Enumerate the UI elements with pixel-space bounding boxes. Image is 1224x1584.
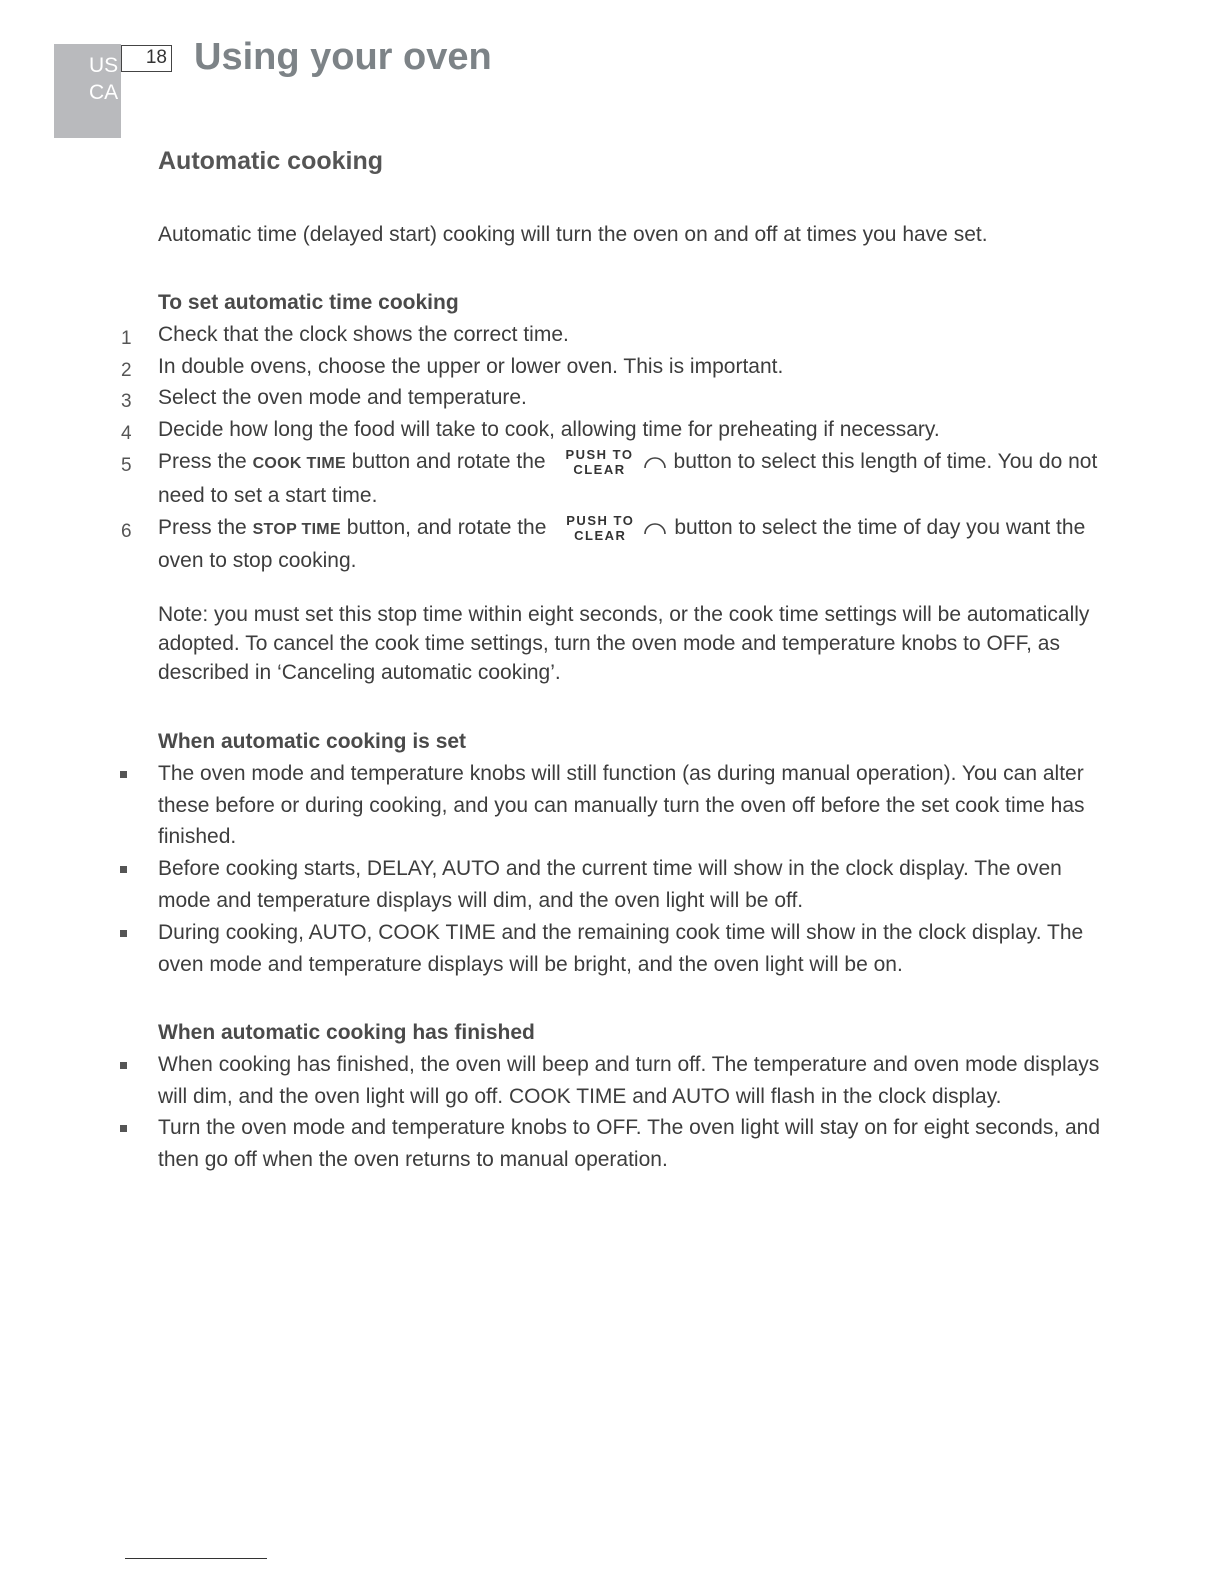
cook-time-keyword: COOK TIME [252, 454, 346, 472]
step-3 [121, 382, 1103, 414]
step-text: Select the oven mode and temperature. [158, 386, 527, 410]
bullet-icon [120, 866, 127, 873]
list-item-text: When cooking has finished, the oven will beep and turn off. The temperature and oven mode displays will dim, and the oven light will go off. COOK TIME and AUTO will flash in the clock display. [158, 1052, 1100, 1108]
bullet-icon [120, 1062, 127, 1069]
note-paragraph: Note: you must set this stop time within eight seconds, or the cook time settings will be automatically adopted. To cancel the cook time settings, turn the oven mode and temperature knobs to OFF, as described in ‘Canceling automatic cooking’. [158, 603, 1090, 684]
region-ca: CA [89, 81, 119, 104]
step-2 [121, 351, 1103, 383]
knob-icon [642, 516, 668, 536]
section-title: Automatic cooking [158, 147, 384, 175]
step-text: Decide how long the food will take to cook, allowing time for preheating if necessary. [158, 418, 940, 442]
step-4 [121, 414, 1103, 446]
when-finished-heading: When automatic cooking has finished [158, 1021, 535, 1044]
step-text-mid: button and rotate the [351, 449, 546, 473]
push-to-text: PUSH TO [565, 446, 634, 462]
when-set-section [158, 726, 1103, 980]
step-number: 1 [121, 327, 132, 349]
set-cooking-heading: To set automatic time cooking [158, 291, 459, 314]
step-text: Check that the clock shows the correct time. [158, 322, 569, 346]
page-title: Using your oven [194, 36, 492, 78]
step-number: 4 [121, 423, 132, 445]
step-6 [121, 512, 1103, 578]
list-item-text: Before cooking starts, DELAY, AUTO and the current time will show in the clock display. The oven mode and temperature displays will dim, and the oven light will be off. [158, 857, 1062, 912]
region-us: US [89, 54, 119, 77]
knob-icon [642, 450, 668, 470]
clear-text: CLEAR [574, 527, 627, 543]
bullet-icon [120, 771, 127, 778]
list-item [158, 758, 1103, 853]
step-number: 6 [121, 520, 132, 542]
step-text-post: button to select the time of day you want the oven to stop cooking. [158, 515, 1086, 573]
step-text: In double ovens, choose the upper or lower oven. This is important. [158, 354, 784, 378]
step-number: 5 [121, 454, 132, 476]
footer-rule [125, 1558, 267, 1559]
list-item-text: The oven mode and temperature knobs will still function (as during manual operation). You can alter these before or during cooking, and you can manually turn the oven off before the set cook time has finished. [158, 761, 1085, 849]
step-number: 3 [121, 391, 132, 413]
list-item [158, 853, 1103, 917]
stop-time-keyword: STOP TIME [252, 520, 341, 538]
bullet-icon [120, 1125, 127, 1132]
when-set-heading: When automatic cooking is set [158, 730, 467, 753]
intro-paragraph: Automatic time (delayed start) cooking will turn the oven on and off at times you have set. [158, 223, 988, 246]
region-tab [54, 44, 121, 138]
push-to-clear-label [566, 513, 634, 543]
list-item [158, 917, 1103, 981]
list-item [158, 1049, 1103, 1113]
step-text-pre: Press the [158, 449, 247, 473]
push-to-text: PUSH TO [566, 512, 635, 528]
when-finished-section [158, 1017, 1103, 1176]
step-5 [121, 446, 1103, 512]
step-1 [121, 319, 1103, 351]
step-text-mid: button, and rotate the [346, 515, 547, 539]
bullet-icon [120, 930, 127, 937]
list-item-text: During cooking, AUTO, COOK TIME and the remaining cook time will show in the clock display. The oven mode and temperature displays will be bright, and the oven light will be on. [158, 920, 1084, 976]
list-item-text: Turn the oven mode and temperature knobs to OFF. The oven light will stay on for eight seconds, and then go off when the oven returns to manual operation. [158, 1116, 1101, 1172]
push-to-clear-label [565, 447, 633, 477]
list-item [158, 1112, 1103, 1176]
step-number: 2 [121, 359, 132, 381]
step-text-post: button to select this length of time. You do not need to set a start time. [158, 449, 1098, 507]
clear-text: CLEAR [573, 461, 626, 477]
set-cooking-steps [121, 287, 1103, 577]
page-number: 18 [121, 45, 172, 72]
step-text-pre: Press the [158, 515, 247, 539]
